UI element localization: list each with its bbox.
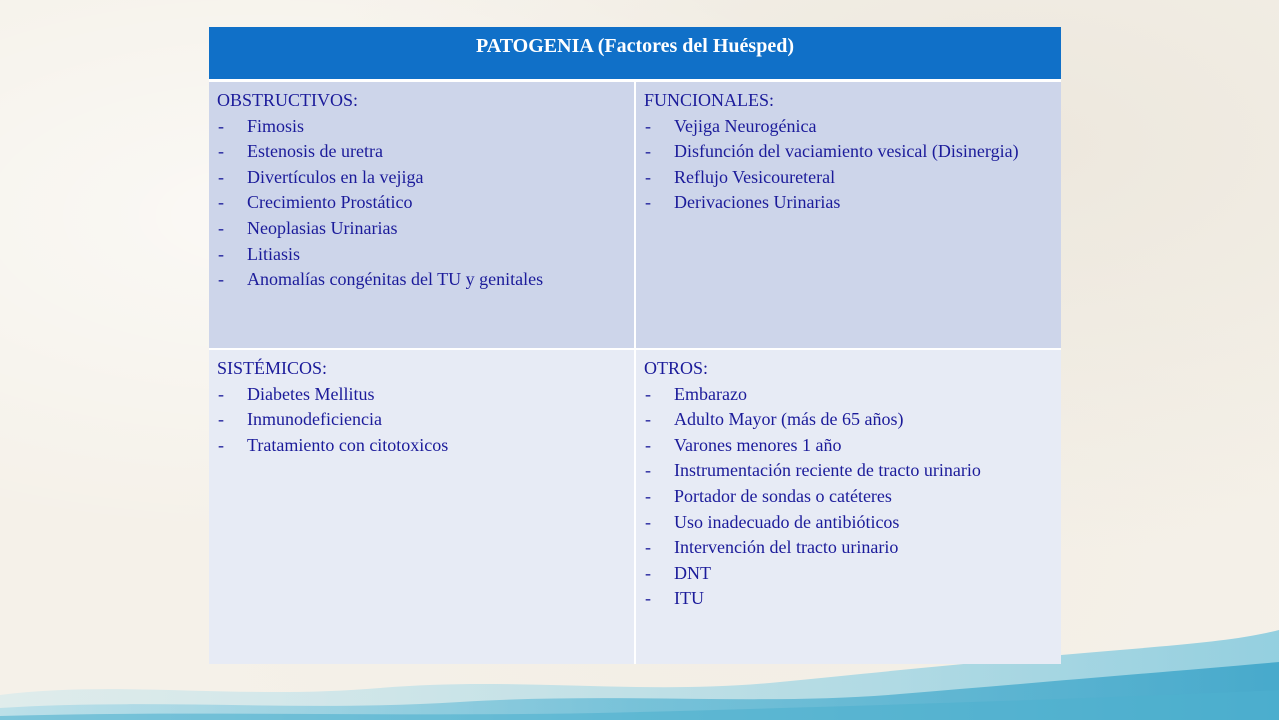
cell-otros bbox=[635, 349, 1061, 664]
list-otros bbox=[644, 382, 1053, 612]
list-item: - Instrumentación reciente de tracto urinario bbox=[645, 460, 981, 481]
list-item: - Divertículos en la vejiga bbox=[218, 166, 424, 187]
cell-heading-otros: OTROS: bbox=[644, 358, 709, 378]
list-item: - Litiasis bbox=[218, 243, 300, 264]
list-item: - Fimosis bbox=[218, 115, 305, 136]
list-item: - Neoplasias Urinarias bbox=[218, 217, 398, 238]
list-item: - Adulto Mayor (más de 65 años) bbox=[645, 409, 904, 430]
cell-heading-sistemicos: SISTÉMICOS: bbox=[217, 358, 328, 378]
list-item: - DNT bbox=[645, 562, 711, 583]
list-obstructivos bbox=[217, 114, 626, 293]
list-item: - Varones menores 1 año bbox=[645, 434, 842, 455]
list-item: - Intervención del tracto urinario bbox=[645, 537, 899, 558]
cell-sistemicos bbox=[209, 349, 635, 664]
list-item: - Estenosis de uretra bbox=[218, 141, 383, 162]
list-sistemicos bbox=[217, 382, 626, 459]
list-item: - Tratamiento con citotoxicos bbox=[218, 434, 449, 455]
pathogenesis-table bbox=[209, 27, 1061, 664]
list-item: - Derivaciones Urinarias bbox=[645, 192, 841, 213]
list-item: - Disfunción del vaciamiento vesical (Disinergia) bbox=[645, 141, 1019, 162]
table-header bbox=[209, 27, 1061, 81]
page-title: PATOGENIA (Factores del Huésped) bbox=[476, 34, 794, 57]
list-item: - Anomalías congénitas del TU y genitales bbox=[218, 269, 544, 290]
list-funcionales bbox=[644, 114, 1053, 216]
list-item: - Embarazo bbox=[645, 383, 747, 404]
cell-obstructivos bbox=[209, 81, 635, 350]
list-item: - Reflujo Vesicoureteral bbox=[645, 166, 836, 187]
cell-heading-obstructivos: OBSTRUCTIVOS: bbox=[217, 90, 359, 110]
list-item: - Uso inadecuado de antibióticos bbox=[645, 511, 900, 532]
cell-funcionales bbox=[635, 81, 1061, 350]
list-item: - ITU bbox=[645, 588, 704, 609]
cell-heading-funcionales: FUNCIONALES: bbox=[644, 90, 775, 110]
list-item: - Diabetes Mellitus bbox=[218, 383, 375, 404]
list-item: - Vejiga Neurogénica bbox=[645, 115, 817, 136]
list-item: - Inmunodeficiencia bbox=[218, 409, 382, 430]
list-item: - Crecimiento Prostático bbox=[218, 192, 413, 213]
list-item: - Portador de sondas o catéteres bbox=[645, 485, 892, 506]
